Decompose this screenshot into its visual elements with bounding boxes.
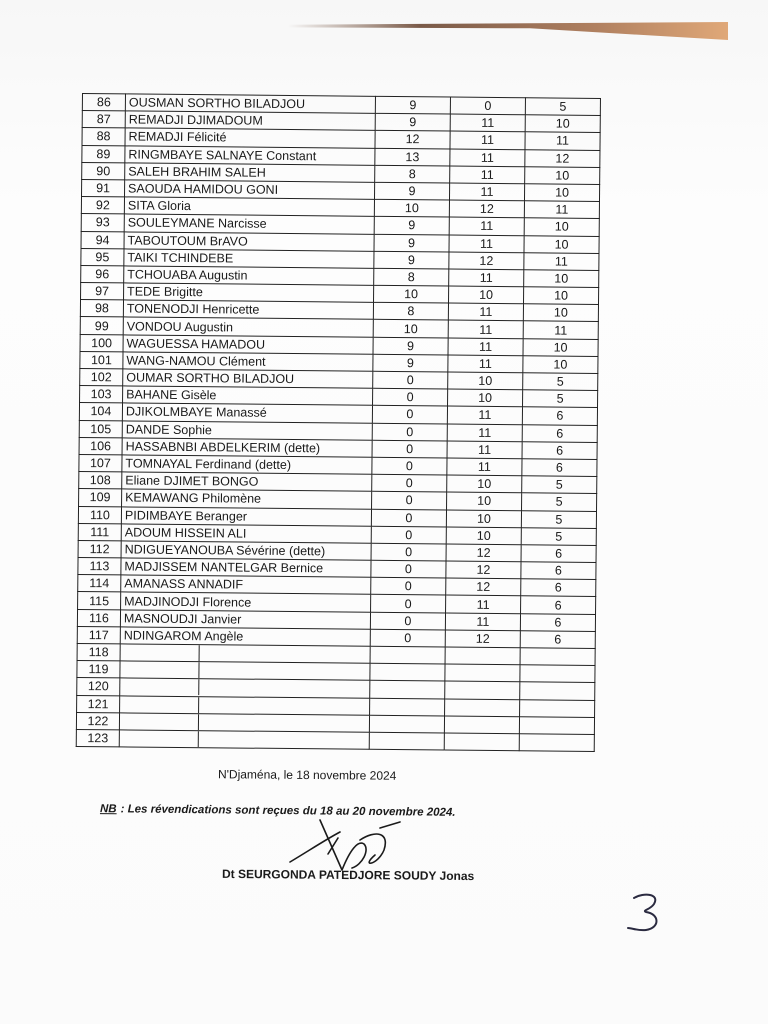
row-number: 108	[79, 472, 122, 490]
row-value-3	[519, 716, 594, 734]
row-number: 93	[81, 214, 124, 232]
row-value-1: 10	[374, 285, 449, 303]
row-value-3	[519, 734, 594, 752]
row-value-2	[445, 664, 520, 682]
row-value-2: 11	[449, 235, 524, 253]
row-value-3: 6	[522, 441, 597, 459]
row-number: 90	[82, 162, 125, 180]
row-number: 109	[79, 489, 122, 507]
row-value-2: 10	[448, 372, 523, 390]
row-number: 88	[82, 128, 125, 146]
place-date: N'Djaména, le 18 novembre 2024	[217, 767, 397, 783]
row-value-3: 5	[521, 510, 596, 528]
row-value-2	[445, 647, 520, 665]
row-value-1	[370, 663, 445, 681]
row-value-3: 5	[525, 98, 600, 116]
row-number: 116	[77, 609, 120, 627]
row-value-2: 12	[446, 544, 521, 562]
row-number: 100	[80, 334, 123, 352]
row-name: ADOUM HISSEIN ALI	[121, 524, 371, 544]
row-number: 105	[79, 420, 122, 438]
row-value-3: 10	[525, 167, 600, 185]
row-value-1: 0	[372, 492, 447, 510]
row-value-2: 11	[450, 114, 525, 132]
row-value-1: 9	[374, 234, 449, 252]
row-value-3: 10	[524, 184, 599, 202]
row-name: REMADJI Félicité	[125, 128, 375, 148]
row-name: KEMAWANG Philomène	[122, 489, 372, 509]
row-value-3: 10	[524, 235, 599, 253]
row-value-3	[520, 682, 595, 700]
row-value-3: 5	[523, 390, 598, 408]
row-value-1: 0	[371, 578, 446, 596]
row-value-1: 0	[372, 474, 447, 492]
row-value-1: 9	[373, 354, 448, 372]
row-number: 118	[77, 643, 120, 661]
row-value-1: 9	[375, 96, 450, 114]
row-value-2: 11	[447, 458, 522, 476]
row-name: DJIKOLMBAYE Manassé	[122, 403, 372, 423]
row-value-3: 10	[524, 270, 599, 288]
nb-label: NB	[99, 803, 117, 816]
row-value-2: 11	[445, 613, 520, 631]
row-number: 121	[77, 695, 120, 713]
row-value-1: 0	[370, 612, 445, 630]
row-value-3: 5	[521, 527, 596, 545]
row-value-1	[370, 646, 445, 664]
row-value-1: 9	[374, 217, 449, 235]
row-number: 115	[78, 592, 121, 610]
row-value-2: 11	[448, 303, 523, 321]
row-number: 120	[77, 678, 120, 696]
row-number: 111	[78, 523, 121, 541]
row-value-2: 11	[449, 217, 524, 235]
row-name: HASSABNBI ABDELKERIM (dette)	[122, 438, 372, 458]
row-number: 123	[76, 729, 119, 747]
row-value-1: 0	[373, 371, 448, 389]
row-name	[120, 695, 370, 715]
row-value-2: 11	[450, 166, 525, 184]
row-value-1: 0	[371, 509, 446, 527]
row-value-1: 0	[371, 543, 446, 561]
row-value-1: 0	[371, 560, 446, 578]
row-value-2	[444, 716, 519, 734]
row-value-2: 11	[448, 338, 523, 356]
row-value-3: 5	[522, 476, 597, 494]
row-value-2: 11	[446, 595, 521, 613]
row-name: Eliane DJIMET BONGO	[122, 472, 372, 492]
row-name: OUSMAN SORTHO BILADJOU	[125, 94, 375, 114]
row-value-3: 6	[521, 562, 596, 580]
row-number: 114	[78, 575, 121, 593]
row-number: 101	[80, 351, 123, 369]
row-value-1: 12	[375, 131, 450, 149]
row-value-3: 6	[521, 596, 596, 614]
row-name: DANDE Sophie	[122, 420, 372, 440]
row-number: 87	[82, 111, 125, 129]
row-value-2: 11	[450, 131, 525, 149]
row-value-1: 0	[371, 595, 446, 613]
row-value-2: 11	[447, 424, 522, 442]
row-value-3: 12	[525, 149, 600, 167]
row-value-3: 10	[523, 287, 598, 305]
row-name: TAIKI TCHINDEBE	[124, 249, 374, 269]
row-value-2: 11	[449, 183, 524, 201]
row-number: 122	[76, 712, 119, 730]
row-value-1: 9	[374, 182, 449, 200]
row-value-3: 6	[521, 545, 596, 563]
row-number: 91	[82, 179, 125, 197]
row-number: 98	[80, 300, 123, 318]
row-value-3: 5	[522, 493, 597, 511]
row-value-1	[369, 715, 444, 733]
row-number: 86	[82, 94, 125, 112]
row-name: TEDE Brigitte	[124, 283, 374, 303]
row-value-2: 10	[447, 475, 522, 493]
row-value-2: 12	[446, 561, 521, 579]
row-name: SAOUDA HAMIDOU GONI	[125, 180, 375, 200]
row-value-1: 8	[375, 165, 450, 183]
row-value-3: 6	[522, 424, 597, 442]
table-body	[76, 94, 600, 752]
row-value-3: 11	[524, 201, 599, 219]
row-name: SOULEYMANE Narcisse	[124, 214, 374, 234]
row-number: 113	[78, 558, 121, 576]
row-name	[120, 678, 370, 698]
row-name: NDINGAROM Angèle	[120, 627, 370, 647]
row-value-2: 11	[448, 320, 523, 338]
row-name: MADJISSEM NANTELGAR Bernice	[121, 558, 371, 578]
row-value-1: 0	[371, 526, 446, 544]
row-value-1: 0	[373, 388, 448, 406]
row-value-1: 9	[374, 251, 449, 269]
row-number: 95	[81, 248, 124, 266]
handwritten-page-number	[620, 888, 670, 938]
row-value-3: 6	[522, 407, 597, 425]
row-value-2	[445, 699, 520, 717]
row-number: 110	[78, 506, 121, 524]
row-value-3: 10	[524, 218, 599, 236]
row-value-3: 11	[525, 132, 600, 150]
row-value-3	[520, 648, 595, 666]
row-value-3: 10	[525, 115, 600, 133]
row-value-1: 8	[374, 268, 449, 286]
row-value-3: 11	[524, 252, 599, 270]
row-value-2: 11	[449, 269, 524, 287]
row-name	[119, 713, 369, 733]
row-name: NDIGUEYANOUBA Sévérine (dette)	[121, 541, 371, 561]
row-name	[120, 644, 370, 664]
row-name	[119, 730, 369, 750]
row-value-1: 0	[372, 406, 447, 424]
row-value-2: 11	[450, 149, 525, 167]
row-value-3	[520, 699, 595, 717]
student-list-table	[76, 93, 601, 752]
row-value-3: 6	[520, 631, 595, 649]
row-value-2: 11	[448, 355, 523, 373]
row-value-2: 10	[448, 286, 523, 304]
row-number: 102	[80, 368, 123, 386]
row-value-2: 10	[446, 527, 521, 545]
row-number: 112	[78, 540, 121, 558]
row-number: 92	[81, 197, 124, 215]
row-number: 94	[81, 231, 124, 249]
row-name: MASNOUDJI Janvier	[120, 610, 370, 630]
row-name: VONDOU Augustin	[123, 317, 373, 337]
row-name: WANG-NAMOU Clément	[123, 352, 373, 372]
row-value-2: 10	[447, 492, 522, 510]
row-name: TABOUTOUM BrAVO	[124, 231, 374, 251]
row-value-1: 10	[374, 199, 449, 217]
row-value-3: 10	[523, 304, 598, 322]
row-value-2: 12	[446, 578, 521, 596]
row-number: 117	[77, 626, 120, 644]
row-number: 106	[79, 437, 122, 455]
row-value-2: 12	[449, 252, 524, 270]
row-value-3: 11	[523, 321, 598, 339]
row-name	[120, 661, 370, 681]
row-value-1: 8	[373, 303, 448, 321]
row-name: AMANASS ANNADIF	[121, 575, 371, 595]
row-value-2: 0	[450, 97, 525, 115]
row-value-3: 6	[520, 613, 595, 631]
row-value-3: 10	[523, 356, 598, 374]
row-value-3: 6	[522, 459, 597, 477]
row-value-3	[520, 665, 595, 683]
row-value-1: 9	[373, 337, 448, 355]
row-value-1: 0	[372, 423, 447, 441]
row-number: 96	[81, 265, 124, 283]
row-name: TOMNAYAL Ferdinand (dette)	[122, 455, 372, 475]
row-value-2	[445, 681, 520, 699]
row-name: REMADJI DJIMADOUM	[125, 111, 375, 131]
row-value-2: 10	[448, 389, 523, 407]
row-number: 104	[79, 403, 122, 421]
row-value-1	[369, 732, 444, 750]
nb-text: : Les révendications sont reçues du 18 au 20 novembre 2024.	[120, 803, 456, 819]
row-name: SITA Gloria	[124, 197, 374, 217]
row-value-1: 9	[375, 114, 450, 132]
row-value-1: 0	[370, 629, 445, 647]
row-name: RINGMBAYE SALNAYE Constant	[125, 145, 375, 165]
row-number: 107	[79, 454, 122, 472]
row-value-1: 10	[373, 320, 448, 338]
row-value-1	[370, 681, 445, 699]
row-name: BAHANE Gisèle	[123, 386, 373, 406]
row-value-2: 11	[447, 441, 522, 459]
row-value-3: 6	[521, 579, 596, 597]
row-number: 97	[81, 283, 124, 301]
row-value-2: 12	[445, 630, 520, 648]
row-name: SALEH BRAHIM SALEH	[125, 163, 375, 183]
signer-name: Dt SEURGONDA PATEDJORE SOUDY Jonas	[221, 866, 475, 884]
row-number: 89	[82, 145, 125, 163]
row-name: OUMAR SORTHO BILADJOU	[123, 369, 373, 389]
row-value-2: 12	[449, 200, 524, 218]
row-number: 103	[80, 386, 123, 404]
row-value-2: 10	[446, 510, 521, 528]
row-value-1: 0	[372, 457, 447, 475]
row-value-2: 11	[447, 406, 522, 424]
row-name: PIDIMBAYE Beranger	[121, 506, 371, 526]
row-value-2	[444, 733, 519, 751]
row-value-1: 0	[372, 440, 447, 458]
row-value-1: 13	[375, 148, 450, 166]
row-number: 119	[77, 661, 120, 679]
row-value-3: 5	[523, 373, 598, 391]
row-value-3: 10	[523, 338, 598, 356]
row-name: WAGUESSA HAMADOU	[123, 335, 373, 355]
row-value-1	[370, 698, 445, 716]
row-number: 99	[80, 317, 123, 335]
row-name: TCHOUABA Augustin	[124, 266, 374, 286]
row-name: TONENODJI Henricette	[123, 300, 373, 320]
row-name: MADJINODJI Florence	[121, 592, 371, 612]
